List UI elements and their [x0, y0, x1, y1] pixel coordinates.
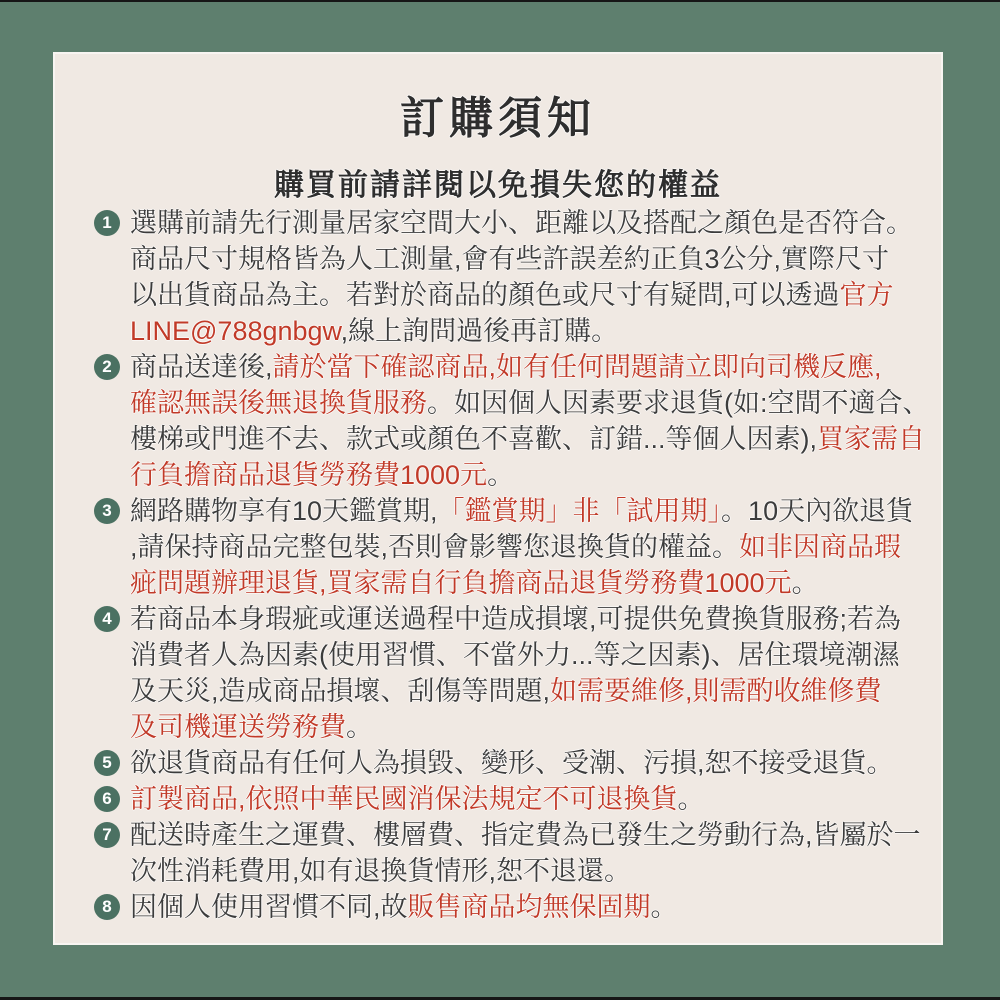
text-segment: 及司機運送勞務費	[130, 712, 346, 742]
notice-line	[130, 781, 906, 817]
notice-line	[130, 241, 906, 277]
text-segment: 。如因個人因素要求退貨(如:空間不適合、	[427, 388, 930, 418]
notice-line	[130, 889, 906, 925]
text-segment: ,請保持商品完整包裝,否則會影響您退換貨的權益。	[130, 532, 740, 562]
notice-line	[130, 385, 930, 421]
item-number-badge: 2	[94, 354, 120, 380]
text-segment: 疵問題辦理退貨,買家需自行負擔商品退貨勞務費1000元	[130, 568, 792, 598]
notice-line	[130, 313, 906, 349]
text-segment: 訂製商品,依照中華民國消保法規定不可退換貨	[130, 784, 678, 814]
page-title: 訂購須知	[400, 94, 596, 143]
text-segment: LINE@788gnbgw	[130, 316, 341, 346]
item-number-badge: 3	[94, 498, 120, 524]
text-segment: 買家需自	[817, 424, 925, 454]
notice-line	[130, 601, 906, 637]
notice-line	[130, 853, 906, 889]
notice-line	[130, 349, 906, 385]
text-segment: ,線上詢問過後再訂購。	[340, 316, 619, 346]
text-segment: 。	[677, 784, 705, 814]
notice-line	[130, 457, 906, 493]
notice-line	[130, 493, 914, 529]
notice-line	[130, 709, 906, 745]
text-segment: 配送時產生之運費、樓層費、指定費為已發生之勞動行為,皆屬於一	[130, 820, 921, 850]
notice-line	[130, 565, 906, 601]
text-segment: 確認無誤後無退換貨服務	[130, 388, 427, 418]
notice-line	[130, 673, 906, 709]
notice-item-text	[130, 745, 906, 781]
text-segment: 。	[487, 460, 515, 490]
text-segment: 因個人使用習慣不同,故	[130, 892, 408, 922]
text-segment: 「鑑賞期」非「試用期」	[437, 496, 722, 526]
notice-item	[94, 601, 906, 745]
notice-item-text	[130, 349, 930, 493]
text-segment: 選購前請先行測量居家空間大小、距離以及搭配之顏色是否符合。	[130, 208, 913, 238]
text-segment: 。	[650, 892, 678, 922]
text-segment: 若商品本身瑕疵或運送過程中造成損壞,可提供免費換貨服務;若為	[130, 604, 902, 634]
text-segment: 商品尺寸規格皆為人工測量,會有些許誤差約正負3公分,實際尺寸	[130, 244, 890, 274]
text-segment: 及天災,造成商品損壞、刮傷等問題,	[130, 676, 551, 706]
notice-line	[130, 817, 921, 853]
notice-item	[94, 349, 930, 493]
notice-item-text	[130, 781, 906, 817]
notice-item	[94, 817, 921, 889]
text-segment: 網路購物享有10天鑑賞期,	[130, 496, 438, 526]
notice-item	[94, 205, 913, 349]
notice-item	[94, 781, 906, 817]
top-edge-strip	[0, 0, 1000, 2]
text-segment: 以出貨商品為主。若對於商品的顏色或尺寸有疑問,可以透過	[130, 280, 840, 310]
notice-item	[94, 493, 914, 601]
page-subtitle: 購買前請詳閱以免損失您的權益	[274, 169, 722, 202]
text-segment: 行負擔商品退貨勞務費1000元	[130, 460, 488, 490]
notice-item	[94, 889, 906, 925]
notice-item-text	[130, 601, 906, 745]
text-segment: 欲退貨商品有任何人為損毀、變形、受潮、污損,恕不接受退貨。	[130, 748, 894, 778]
item-number-badge: 6	[94, 786, 120, 812]
text-segment: 。	[791, 568, 819, 598]
notice-card	[53, 52, 943, 945]
notice-line	[130, 637, 906, 673]
text-segment: 。10天內欲退貨	[721, 496, 914, 526]
text-segment: 消費者人為因素(使用習慣、不當外力...等之因素)、居住環境潮濕	[130, 640, 900, 670]
notice-line	[130, 421, 925, 457]
notice-item-text	[130, 889, 906, 925]
text-segment: 如需要維修,則需酌收維修費	[550, 676, 882, 706]
text-segment: 樓梯或門進不去、款式或顏色不喜歡、訂錯...等個人因素),	[130, 424, 817, 454]
text-segment: 。	[346, 712, 373, 742]
notice-item-text	[130, 817, 921, 889]
text-segment: 次性消耗費用,如有退換貨情形,恕不退還。	[130, 856, 632, 886]
text-segment: 商品送達後,	[130, 352, 273, 382]
item-number-badge: 5	[94, 750, 120, 776]
notice-line	[130, 745, 906, 781]
item-number-badge: 1	[94, 210, 120, 236]
item-number-badge: 7	[94, 822, 120, 848]
text-segment: 請於當下確認商品,如有任何問題請立即向司機反應,	[272, 352, 882, 382]
text-segment: 如非因商品瑕	[739, 532, 902, 562]
item-number-badge: 4	[94, 606, 120, 632]
notice-line	[130, 205, 913, 241]
text-segment: 官方	[839, 280, 894, 310]
text-segment: 販售商品均無保固期	[407, 892, 651, 922]
notice-item-text	[130, 493, 914, 601]
notice-list	[94, 205, 930, 925]
notice-line	[130, 529, 906, 565]
notice-item-text	[130, 205, 913, 349]
notice-line	[130, 277, 906, 313]
notice-item	[94, 745, 906, 781]
item-number-badge: 8	[94, 894, 120, 920]
